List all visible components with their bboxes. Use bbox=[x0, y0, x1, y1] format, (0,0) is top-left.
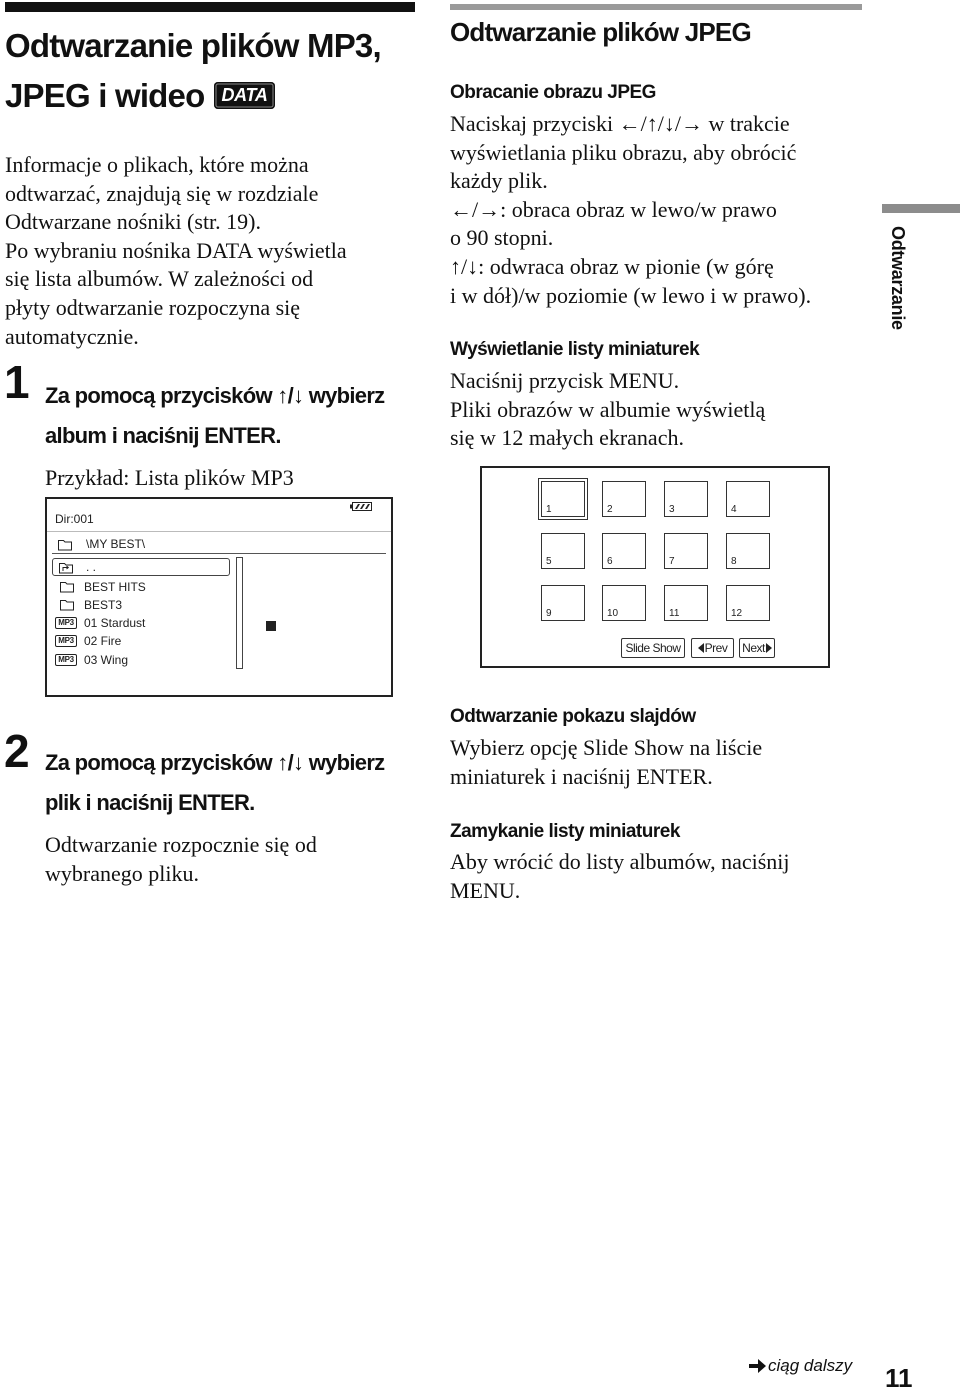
rotate-line: wyświetlania pliku obrazu, aby obrócić bbox=[450, 139, 797, 165]
step-2-heading-line: plik i naciśnij ENTER. bbox=[45, 790, 255, 815]
slideshow-text bbox=[450, 734, 762, 791]
step-2-heading-line: Za pomocą przycisków ↑/↓ wybierz bbox=[45, 750, 385, 775]
mp3-list-screen bbox=[45, 497, 393, 697]
top-rule-left bbox=[5, 2, 415, 12]
step-2-number: 2 bbox=[4, 725, 30, 777]
top-rule-right bbox=[450, 4, 862, 10]
step-2-desc-line: wybranego pliku. bbox=[45, 860, 199, 886]
thumbnails-line: się w 12 małych ekranach. bbox=[450, 425, 684, 451]
thumbnail[interactable] bbox=[602, 533, 646, 569]
data-badge: DATA bbox=[214, 82, 274, 109]
title-line-2-text: JPEG i wideo bbox=[5, 77, 205, 114]
thumbnail-number: 4 bbox=[731, 504, 737, 515]
thumbnail[interactable] bbox=[664, 585, 708, 621]
rotate-line: ↑/↓: odwraca obraz w pionie (w górę bbox=[450, 253, 774, 279]
step-1-number: 1 bbox=[4, 356, 30, 408]
thumbnail-number: 2 bbox=[607, 504, 613, 515]
intro-paragraph bbox=[5, 151, 347, 351]
intro-line: odtwarzać, znajdują się w rozdziale bbox=[5, 180, 319, 206]
step-2-desc-line: Odtwarzanie rozpocznie się od bbox=[45, 832, 317, 857]
thumbnail-number: 9 bbox=[546, 608, 552, 619]
arrow-right-icon bbox=[749, 1359, 767, 1373]
folder-icon bbox=[59, 598, 75, 611]
close-text bbox=[450, 848, 790, 905]
step-1-heading-line: album i naciśnij ENTER. bbox=[45, 423, 281, 448]
subheading-slideshow: Odtwarzanie pokazu slajdów bbox=[450, 706, 696, 727]
list-item[interactable]: 01 Stardust bbox=[84, 616, 146, 630]
slide-show-button[interactable]: Slide Show bbox=[621, 638, 685, 658]
thumbnail[interactable] bbox=[726, 481, 770, 517]
close-line: MENU. bbox=[450, 877, 521, 903]
rotate-line: Naciskaj przyciski ←/↑/↓/→ w trakcie bbox=[450, 111, 790, 136]
step-1-heading bbox=[45, 376, 384, 456]
side-tab-label: Odtwarzanie bbox=[888, 226, 908, 330]
thumbnail[interactable] bbox=[726, 585, 770, 621]
thumbnails-line: Pliki obrazów w albumie wyświetlą bbox=[450, 396, 766, 422]
section-heading-jpeg: Odtwarzanie plików JPEG bbox=[450, 17, 751, 47]
header-divider bbox=[47, 531, 391, 532]
close-line: Aby wrócić do listy albumów, naciśnij bbox=[450, 849, 790, 874]
triangle-right-icon bbox=[766, 643, 772, 653]
continued-label: ciąg dalszy bbox=[768, 1356, 853, 1375]
subheading-thumbnails: Wyświetlanie listy miniaturek bbox=[450, 339, 700, 360]
thumbnail[interactable] bbox=[541, 585, 585, 621]
list-item[interactable]: BEST3 bbox=[84, 598, 123, 612]
thumbnail-number: 12 bbox=[731, 608, 743, 619]
step-1-heading-line: Za pomocą przycisków ↑/↓ wybierz bbox=[45, 383, 385, 408]
selected-row-highlight[interactable] bbox=[52, 558, 230, 576]
intro-line: automatycznie. bbox=[5, 323, 139, 349]
list-scrollbar[interactable] bbox=[236, 557, 243, 669]
path-divider bbox=[52, 553, 386, 554]
step-2-description bbox=[45, 831, 317, 888]
list-item-parent[interactable]: . . bbox=[86, 560, 97, 574]
intro-line: płyty odtwarzanie rozpoczyna się bbox=[5, 294, 301, 320]
thumbnail[interactable] bbox=[541, 481, 585, 517]
subheading-close: Zamykanie listy miniaturek bbox=[450, 821, 680, 842]
thumbnail-number: 7 bbox=[669, 556, 675, 567]
page-number: 11 bbox=[885, 1363, 913, 1393]
rotate-line: i w dół)/w poziomie (w lewo i w prawo). bbox=[450, 282, 812, 308]
thumbnail[interactable] bbox=[726, 533, 770, 569]
intro-line: Informacje o plikach, które można bbox=[5, 152, 309, 177]
triangle-left-icon bbox=[698, 643, 704, 653]
folder-up-icon[interactable] bbox=[58, 561, 74, 574]
page-title bbox=[5, 21, 381, 121]
slideshow-line: miniaturek i naciśnij ENTER. bbox=[450, 763, 713, 789]
list-item[interactable]: BEST HITS bbox=[84, 580, 146, 594]
thumbnail-number: 8 bbox=[731, 556, 737, 567]
rotate-line: ←/→: obraca obraz w lewo/w prawo bbox=[450, 196, 777, 222]
intro-line: Odtwarzane nośniki (str. 19). bbox=[5, 209, 261, 235]
mp3-file-icon: MP3 bbox=[55, 617, 77, 629]
thumbnail[interactable] bbox=[602, 481, 646, 517]
next-button[interactable] bbox=[739, 638, 775, 658]
thumbnail-number: 1 bbox=[546, 504, 552, 515]
list-item[interactable]: 02 Fire bbox=[84, 634, 122, 648]
step-2-heading bbox=[45, 743, 384, 823]
thumbnail-screen bbox=[480, 466, 830, 668]
thumbnail[interactable] bbox=[602, 585, 646, 621]
rotate-line: każdy plik. bbox=[450, 168, 548, 194]
thumbnail[interactable] bbox=[664, 533, 708, 569]
title-line-2 bbox=[5, 71, 381, 121]
side-tab-bar bbox=[882, 204, 960, 213]
thumbnails-line: Naciśnij przycisk MENU. bbox=[450, 368, 680, 393]
prev-button[interactable] bbox=[691, 638, 734, 658]
thumbnail-number: 10 bbox=[607, 608, 619, 619]
title-line-1: Odtwarzanie plików MP3, bbox=[5, 27, 381, 64]
subheading-rotate: Obracanie obrazu JPEG bbox=[450, 82, 656, 103]
list-item[interactable]: 03 Wing bbox=[84, 653, 129, 667]
thumbnail[interactable] bbox=[664, 481, 708, 517]
thumbnail-number: 11 bbox=[669, 608, 680, 619]
intro-line: Po wybraniu nośnika DATA wyświetla bbox=[5, 237, 347, 263]
rotate-text bbox=[450, 110, 811, 310]
thumbnails-text bbox=[450, 367, 765, 453]
slideshow-line: Wybierz opcję Slide Show na liście bbox=[450, 735, 763, 760]
battery-icon bbox=[350, 502, 372, 511]
current-path: \MY BEST\ bbox=[86, 537, 146, 551]
folder-icon bbox=[57, 538, 73, 551]
intro-line: się lista albumów. W zależności od bbox=[5, 266, 314, 292]
thumbnail[interactable] bbox=[541, 533, 585, 569]
example-caption: Przykład: Lista plików MP3 bbox=[45, 465, 294, 490]
rotate-line: o 90 stopni. bbox=[450, 225, 554, 251]
mp3-file-icon: MP3 bbox=[55, 654, 77, 666]
thumbnail-number: 6 bbox=[607, 556, 613, 567]
thumbnail-number: 3 bbox=[669, 504, 675, 515]
folder-icon bbox=[59, 580, 75, 593]
mp3-file-icon: MP3 bbox=[55, 635, 77, 647]
next-button-label: Next bbox=[742, 641, 765, 655]
stop-icon bbox=[266, 621, 276, 631]
dir-label: Dir:001 bbox=[55, 512, 94, 526]
prev-button-label: Prev bbox=[704, 641, 728, 655]
thumbnail-number: 5 bbox=[546, 556, 552, 567]
